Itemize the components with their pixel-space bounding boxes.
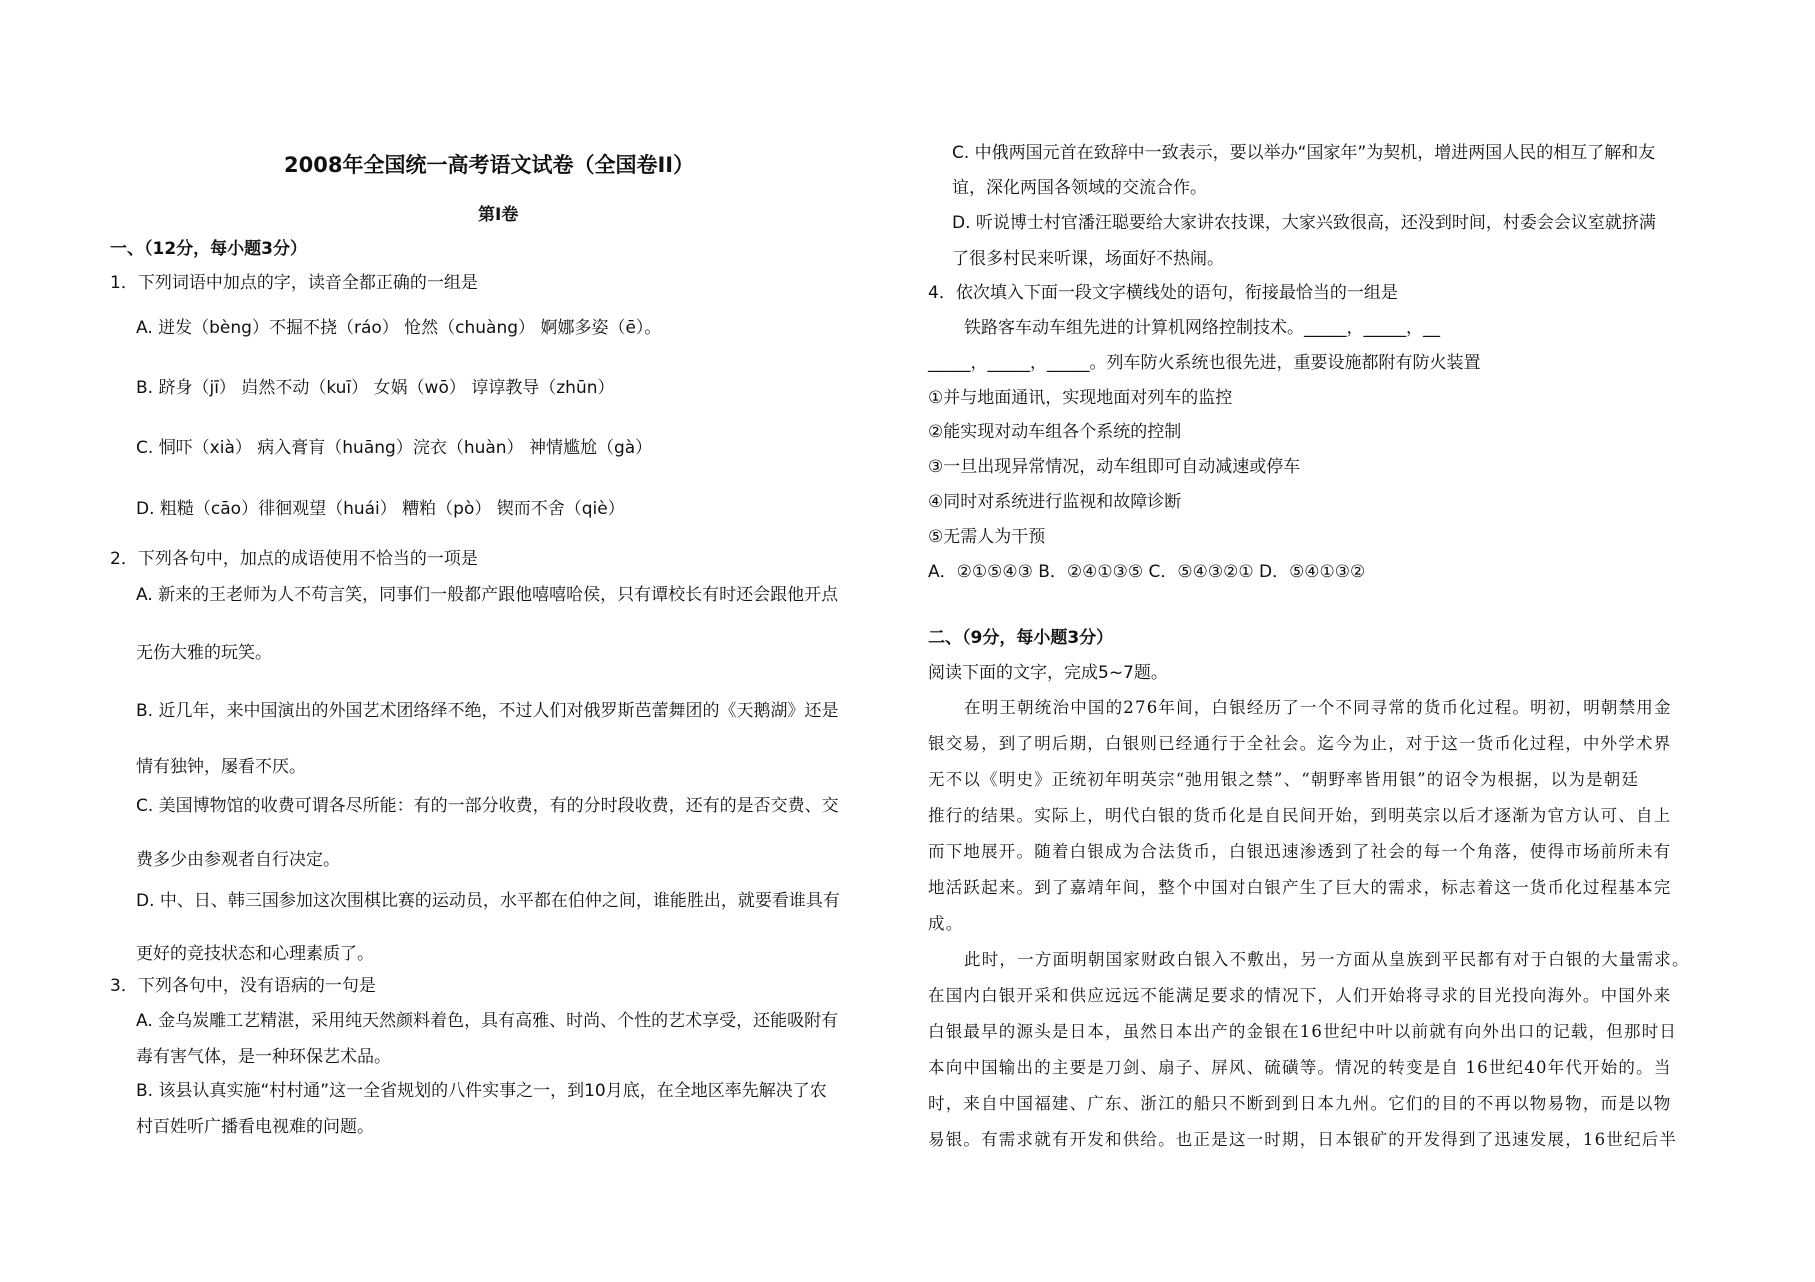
q2-option-d-line1: D. 中、日、韩三国参加这次围棋比赛的运动员，水平都在伯仲之间，谁能胜出，就要看谁具有 bbox=[136, 891, 840, 911]
q4-text-line2: _____，_____，_____。列车防火系统也很先进，重要设施都附有防火装置 bbox=[928, 353, 1481, 373]
passage-line: 在明王朝统治中国的276年间，白银经历了一个不同寻常的货币化过程。明初，明朝禁用金 bbox=[964, 698, 1672, 717]
section-1-header: 一、（12分，每小题3分） bbox=[110, 239, 307, 259]
q4-stem: 4．依次填入下面一段文字横线处的语句，衔接最恰当的一组是 bbox=[928, 283, 1398, 303]
q3-stem: 3．下列各句中，没有语病的一句是 bbox=[110, 976, 376, 996]
passage-line: 无不以《明史》正统初年明英宗“弛用银之禁”、“朝野率皆用银”的诏令为根据，以为是朝廷 bbox=[928, 770, 1640, 789]
section-2-header: 二、（9分，每小题3分） bbox=[928, 628, 1114, 648]
passage-line: 本向中国输出的主要是刀剑、扇子、屏风、硫磺等。情况的转变是自 16世纪40年代开始的。当 bbox=[928, 1058, 1672, 1077]
q1-option-b: B. 跻身（jī） 岿然不动（kuī） 女娲（wō） 谆谆教导（zhūn） bbox=[136, 378, 615, 398]
exam-title: 2008年全国统一高考语文试卷（全国卷II） bbox=[284, 153, 695, 177]
q2-stem: 2．下列各句中，加点的成语使用不恰当的一项是 bbox=[110, 549, 478, 569]
q4-item-3: ③一旦出现异常情况，动车组即可自动减速或停车 bbox=[928, 457, 1301, 477]
passage-line: 推行的结果。实际上，明代白银的货币化是自民间开始，到明英宗以后才逐渐为官方认可、自上 bbox=[928, 806, 1672, 825]
q3-option-d-line2: 了很多村民来听课，场面好不热闹。 bbox=[952, 249, 1224, 269]
passage-line: 而下地展开。随着白银成为合法货币，白银迅速渗透到了社会的每一个角落，使得市场前所未有 bbox=[928, 842, 1672, 861]
passage-line: 银交易，到了明后期，白银则已经通行于全社会。迄今为止，对于这一货币化过程，中外学术界 bbox=[928, 734, 1672, 753]
q4-text-line1: 铁路客车动车组先进的计算机网络控制技术。_____，_____，__ bbox=[964, 318, 1440, 338]
reading-intro: 阅读下面的文字，完成5~7题。 bbox=[928, 663, 1168, 683]
passage-line: 成。 bbox=[928, 914, 964, 933]
passage-line: 易银。有需求就有开发和供给。也正是这一时期，日本银矿的开发得到了迅速发展，16世纪后半 bbox=[928, 1130, 1678, 1149]
q2-option-b-line1: B. 近几年，来中国演出的外国艺术团络绎不绝，不过人们对俄罗斯芭蕾舞团的《天鹅湖》还是 bbox=[136, 701, 839, 721]
q1-option-d: D. 粗糙（cāo）徘徊观望（huái） 糟粕（pò） 锲而不舍（qiè） bbox=[136, 499, 625, 519]
q1-option-c: C. 恫吓（xià） 病入膏肓（huāng）浣衣（huàn） 神情尴尬（gà） bbox=[136, 438, 653, 458]
q4-item-5: ⑤无需人为干预 bbox=[928, 527, 1046, 547]
q4-item-2: ②能实现对动车组各个系统的控制 bbox=[928, 422, 1182, 442]
q3-option-b-line1: B. 该县认真实施“村村通”这一全省规划的八件实事之一，到10月底，在全地区率先解决了农 bbox=[136, 1081, 827, 1101]
volume-label: 第I卷 bbox=[478, 205, 519, 225]
q3-option-a-line2: 毒有害气体，是一种环保艺术品。 bbox=[136, 1047, 391, 1067]
q2-option-d-line2: 更好的竞技状态和心理素质了。 bbox=[136, 944, 374, 964]
passage-line: 在国内白银开采和供应远远不能满足要求的情况下，人们开始将寻求的目光投向海外。中国外来 bbox=[928, 986, 1672, 1005]
q2-option-a-line1: A. 新来的王老师为人不苟言笑，同事们一般都产跟他嘻嘻哈侯，只有谭校长有时还会跟他开点 bbox=[136, 585, 839, 605]
q2-option-c-line1: C. 美国博物馆的收费可谓各尽所能：有的一部分收费，有的分时段收费，还有的是否交费、交 bbox=[136, 796, 839, 816]
passage-line: 地活跃起来。到了嘉靖年间，整个中国对白银产生了巨大的需求，标志着这一货币化过程基本完 bbox=[928, 878, 1672, 897]
q3-option-d-line1: D. 听说博士村官潘汪聪要给大家讲农技课，大家兴致很高，还没到时间，村委会会议室就挤满 bbox=[952, 213, 1656, 233]
q4-item-1: ①并与地面通讯，实现地面对列车的监控 bbox=[928, 388, 1233, 408]
q3-option-b-line2: 村百姓听广播看电视难的问题。 bbox=[136, 1117, 374, 1137]
q3-option-a-line1: A. 金乌炭雕工艺精湛，采用纯天然颜料着色，具有高雅、时尚、个性的艺术享受，还能吸附有 bbox=[136, 1011, 839, 1031]
passage-line: 时，来自中国福建、广东、浙江的船只不断到到日本九州。它们的目的不再以物易物，而是以物 bbox=[928, 1094, 1672, 1113]
q4-item-4: ④同时对系统进行监视和故障诊断 bbox=[928, 492, 1182, 512]
q2-option-b-line2: 情有独钟，屡看不厌。 bbox=[136, 757, 306, 777]
q3-option-c-line1: C. 中俄两国元首在致辞中一致表示，要以举办“国家年”为契机，增进两国人民的相互了解和友 bbox=[952, 143, 1656, 163]
passage-line: 此时，一方面明朝国家财政白银入不敷出，另一方面从皇族到平民都有对于白银的大量需求。 bbox=[964, 950, 1690, 969]
q4-options: A．②①⑤④③ B．②④①③⑤ C．⑤④③②① D．⑤④①③② bbox=[928, 562, 1366, 582]
q3-option-c-line2: 谊，深化两国各领域的交流合作。 bbox=[952, 178, 1207, 198]
q1-option-a: A. 迸发（bèng）不掘不挠（ráo） 怆然（chuàng） 婀娜多姿（ē）。 bbox=[136, 318, 662, 338]
q2-option-a-line2: 无伤大雅的玩笑。 bbox=[136, 643, 272, 663]
q2-option-c-line2: 费多少由参观者自行决定。 bbox=[136, 850, 340, 870]
passage-line: 白银最早的源头是日本，虽然日本出产的金银在16世纪中叶以前就有向外出口的记载，但那时日 bbox=[928, 1022, 1678, 1041]
q1-stem: 1．下列词语中加点的字，读音全都正确的一组是 bbox=[110, 273, 478, 293]
